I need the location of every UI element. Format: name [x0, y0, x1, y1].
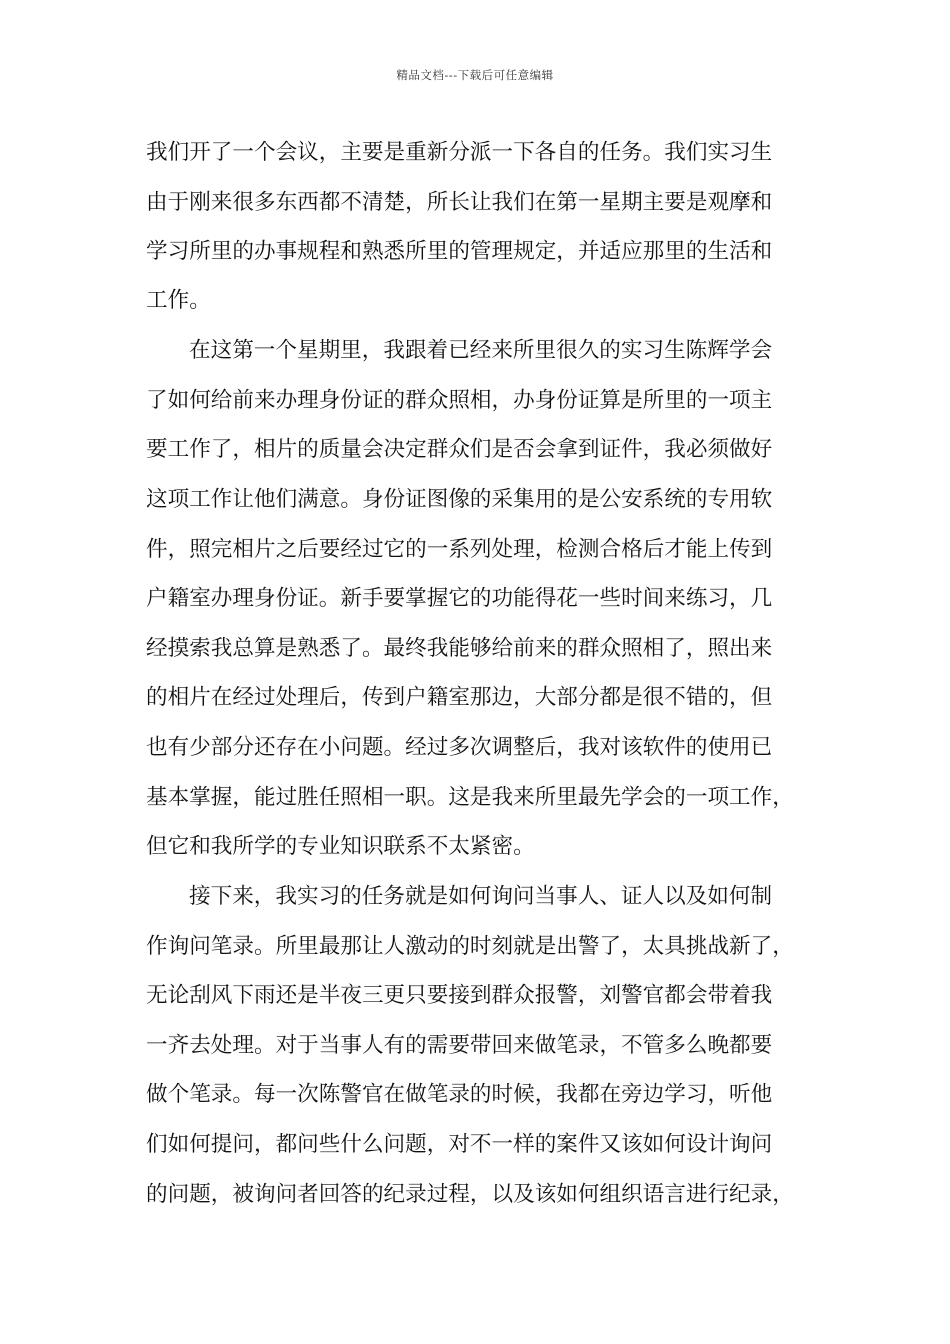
text-line: 这项工作让他们满意。身份证图像的采集用的是公安系统的专用软 [146, 487, 773, 512]
text-line: 学习所里的办事规程和熟悉所里的管理规定，并适应那里的生活和 [146, 239, 773, 264]
page-header: 精品文档---下载后可任意编辑 [396, 68, 554, 82]
text-line: 基本掌握，能过胜任照相一职。这是我来所里最先学会的一项工作， [146, 785, 794, 810]
text-line: 经摸索我总算是熟悉了。最终我能够给前来的群众照相了，照出来 [146, 636, 773, 661]
text-line: 工作。 [146, 288, 211, 313]
text-line: 要工作了，相片的质量会决定群众们是否会拿到证件，我必须做好 [146, 437, 773, 462]
paragraph-first-line: 接下来，我实习的任务就是如何询问当事人、证人以及如何制 [189, 884, 773, 909]
text-line: 我们开了一个会议，主要是重新分派一下各自的任务。我们实习生 [146, 140, 773, 165]
text-line: 做个笔录。每一次陈警官在做笔录的时候，我都在旁边学习，听他 [146, 1082, 773, 1107]
text-line: 也有少部分还存在小问题。经过多次调整后，我对该软件的使用已 [146, 735, 773, 760]
paragraph-first-line: 在这第一个星期里，我跟着已经来所里很久的实习生陈辉学会 [189, 338, 773, 363]
text-line: 的问题，被询问者回答的纪录过程，以及该如何组织语言进行纪录， [146, 1182, 794, 1207]
text-line: 一齐去处理。对于当事人有的需要带回来做笔录，不管多么晚都要 [146, 1033, 773, 1058]
text-line: 了如何给前来办理身份证的群众照相，办身份证算是所里的一项主 [146, 388, 773, 413]
text-line: 由于刚来很多东西都不清楚，所长让我们在第一星期主要是观摩和 [146, 190, 773, 215]
text-line: 们如何提问，都问些什么问题，对不一样的案件又该如何设计询问 [146, 1132, 773, 1157]
text-line: 作询问笔录。所里最那让人激动的时刻就是出警了，太具挑战新了， [146, 934, 794, 959]
text-line: 件，照完相片之后要经过它的一系列处理，检测合格后才能上传到 [146, 537, 773, 562]
text-line: 户籍室办理身份证。新手要掌握它的功能得花一些时间来练习，几 [146, 586, 773, 611]
text-line: 的相片在经过处理后，传到户籍室那边，大部分都是很不错的，但 [146, 685, 773, 710]
text-line: 但它和我所学的专业知识联系不太紧密。 [146, 834, 535, 859]
text-line: 无论刮风下雨还是半夜三更只要接到群众报警，刘警官都会带着我 [146, 983, 773, 1008]
